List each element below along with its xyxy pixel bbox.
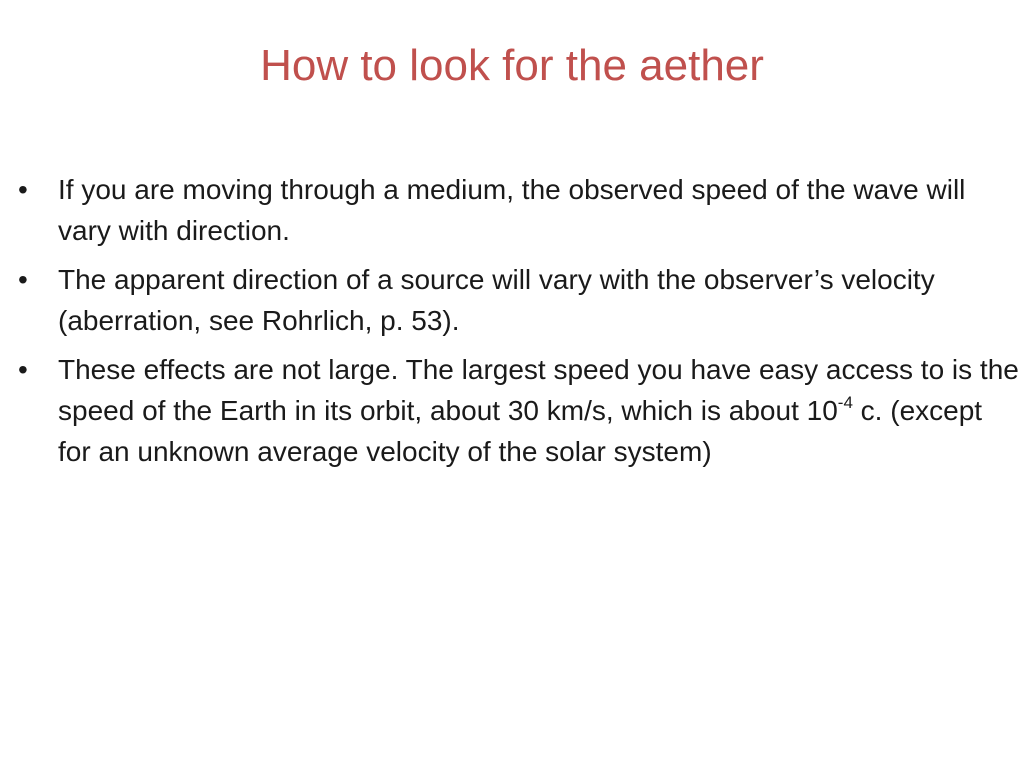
slide-title: How to look for the aether [260, 41, 764, 90]
bullet-text-before: These effects are not large. The largest speed you have easy access to is the speed of the Earth in its orbit, about 30 km/s, which is about 10 [58, 354, 1019, 426]
bullet-text [58, 349, 1020, 472]
bullet-marker: • [18, 354, 28, 385]
bullet-marker: • [18, 264, 28, 295]
bullet-text-after: c. (except for an unknown average velocity of the solar system) [58, 395, 983, 467]
bullet-text: The apparent direction of a source will vary with the observer’s velocity (aberration, see Rohrlich, p. 53). [58, 264, 935, 336]
bullet-item-2 [18, 259, 1020, 341]
bullet-item-3 [18, 349, 1020, 472]
bullet-list [18, 169, 1020, 480]
bullet-item-1 [18, 169, 1020, 251]
exponent-superscript: -4 [837, 393, 853, 412]
bullet-marker: • [18, 174, 28, 205]
bullet-text: If you are moving through a medium, the observed speed of the wave will vary with direction. [58, 174, 966, 246]
